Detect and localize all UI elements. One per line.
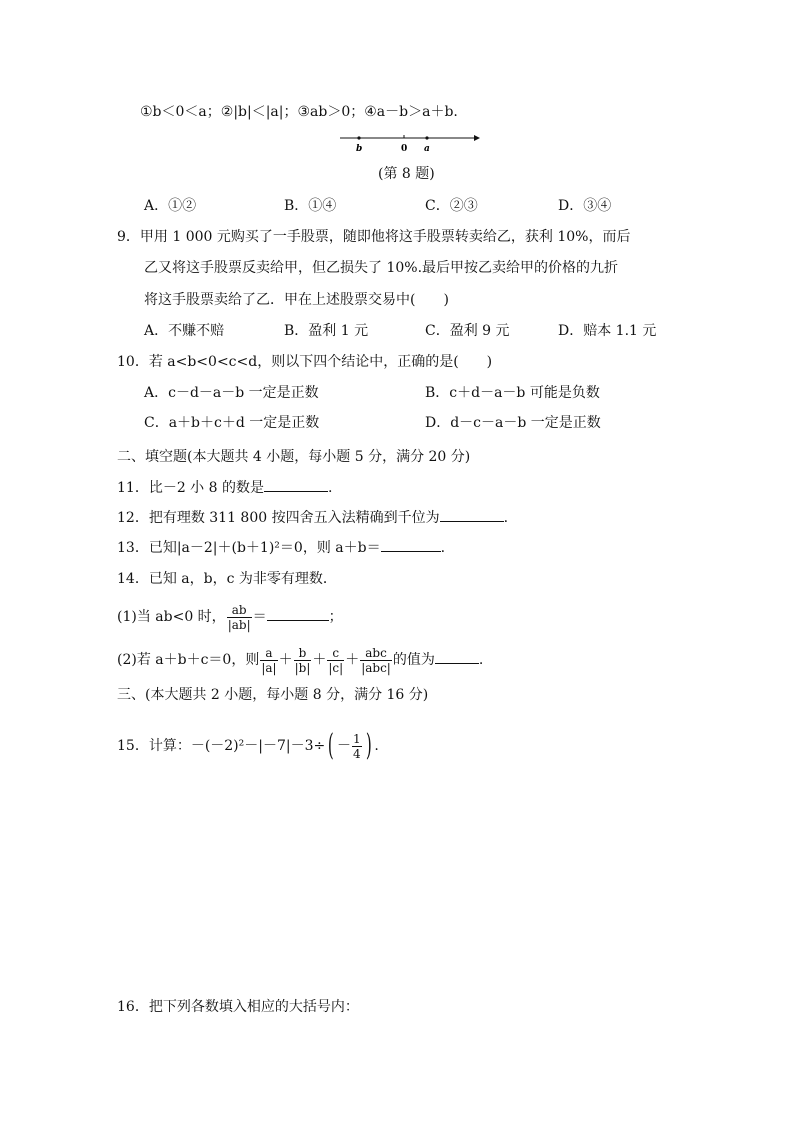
q10-option-d: D．d－c－a－b 一定是正数: [425, 415, 601, 431]
fraction-a-denominator: |a|: [261, 660, 277, 675]
fraction-ab-numerator: ab: [227, 603, 252, 618]
q8-option-a: A．①②: [144, 198, 197, 214]
section-three-heading: 三、(本大题共 2 小题，每小题 8 分，满分 16 分): [117, 687, 429, 703]
fraction-one-quarter: [352, 732, 362, 761]
right-paren: ): [365, 728, 372, 763]
q14-part1-pre: (1)当 ab<0 时，: [117, 609, 226, 625]
q10-option-c: C．a＋b＋c＋d 一定是正数: [144, 415, 320, 431]
q11-answer-blank[interactable]: [264, 479, 328, 492]
fraction-ab: [227, 603, 252, 632]
q14-part2-post: 的值为: [392, 652, 435, 668]
q14-part1-answer-blank[interactable]: [267, 608, 329, 621]
q14-part2-pre: (2)若 a＋b＋c＝0，则: [117, 652, 260, 668]
fraction-c: [327, 646, 344, 675]
q15-inner-minus: －: [336, 738, 351, 754]
q10-stem: 10．若 a<b<0<c<d，则以下四个结论中，正确的是( ): [117, 354, 493, 370]
fraction-ab-denominator: |ab|: [227, 617, 251, 632]
q8-caption: (第 8 题): [378, 166, 435, 182]
number-line-arrow: [474, 135, 480, 141]
label-zero: 0: [401, 144, 408, 154]
point-a: [425, 136, 428, 139]
q15-end: .: [374, 738, 379, 754]
q12-text: 12．把有理数 311 800 按四舍五入法精确到千位为: [117, 510, 440, 526]
q14-part1-end: ；: [328, 609, 343, 625]
fraction-abc-numerator: abc: [360, 646, 392, 661]
section-two-heading: 二、填空题(本大题共 4 小题，每小题 5 分，满分 20 分): [117, 449, 471, 465]
q14-stem: 14．已知 a，b，c 为非零有理数．: [117, 571, 337, 587]
q12-end: .: [503, 510, 509, 526]
q15: [117, 726, 379, 766]
q14-part1-equals: ＝: [252, 609, 267, 625]
q16: 16．把下列各数填入相应的大括号内：: [117, 999, 359, 1015]
q10-option-a: A．c－d－a－b 一定是正数: [144, 385, 319, 401]
left-paren: (: [328, 728, 335, 763]
fraction-c-numerator: c: [327, 646, 344, 661]
q13-end: .: [440, 540, 446, 556]
q9-line2: 乙又将这手股票反卖给甲，但乙损失了 10%.最后甲按乙卖给甲的价格的九折: [144, 260, 619, 276]
q12: [117, 508, 508, 528]
q15-pre: 15．计算：－(－2)²－|－7|－3÷: [117, 738, 326, 754]
q11: [117, 478, 332, 498]
fraction-b-numerator: b: [294, 646, 312, 661]
fraction-abc-denominator: |abc|: [361, 660, 391, 675]
fraction-one-quarter-numerator: 1: [352, 731, 361, 746]
q14-part2: [117, 640, 483, 680]
fraction-a-numerator: a: [260, 646, 277, 661]
q8-option-d: D．③④: [558, 198, 612, 214]
label-a: a: [424, 144, 430, 154]
q13: [117, 538, 445, 558]
plus-sign: ＋: [345, 652, 360, 668]
fraction-b-denominator: |b|: [294, 660, 311, 675]
q8-option-b: B．①④: [284, 198, 337, 214]
q9-option-c: C．盈利 9 元: [425, 323, 510, 339]
fraction-one-quarter-denominator: 4: [352, 746, 361, 761]
fraction-a: [260, 646, 277, 675]
q9-option-d: D．赔本 1.1 元: [558, 323, 657, 339]
q9-line3: 将这手股票卖给了乙．甲在上述股票交易中( ): [144, 292, 449, 308]
q8-statements: ①b＜0＜a；②|b|＜|a|；③ab＞0；④a－b＞a＋b.: [140, 104, 458, 120]
fraction-abc: [360, 646, 392, 675]
q12-answer-blank[interactable]: [440, 509, 504, 522]
q11-end: .: [327, 480, 333, 496]
fraction-c-denominator: |c|: [328, 660, 344, 675]
q9-option-a: A．不赚不赔: [144, 323, 225, 339]
q8-option-c: C．②③: [425, 198, 478, 214]
point-b: [357, 136, 360, 139]
plus-sign: ＋: [278, 652, 293, 668]
fraction-b: [294, 646, 312, 675]
q14-part1: [117, 597, 343, 637]
q9-line1: 9．甲用 1 000 元购买了一手股票，随即他将这手股票转卖给乙，获利 10%，而后: [117, 229, 631, 245]
plus-sign: ＋: [312, 652, 327, 668]
label-b: b: [356, 144, 363, 154]
q14-part2-end: .: [478, 652, 484, 668]
q11-text: 11．比－2 小 8 的数是: [117, 480, 264, 496]
q14-part2-answer-blank[interactable]: [435, 651, 479, 664]
q10-option-b: B．c＋d－a－b 可能是负数: [425, 385, 600, 401]
q13-answer-blank[interactable]: [381, 539, 441, 552]
q9-option-b: B．盈利 1 元: [284, 323, 369, 339]
number-line-figure: [336, 130, 482, 156]
q13-text: 13．已知|a－2|＋(b＋1)²＝0，则 a＋b＝: [117, 540, 381, 556]
